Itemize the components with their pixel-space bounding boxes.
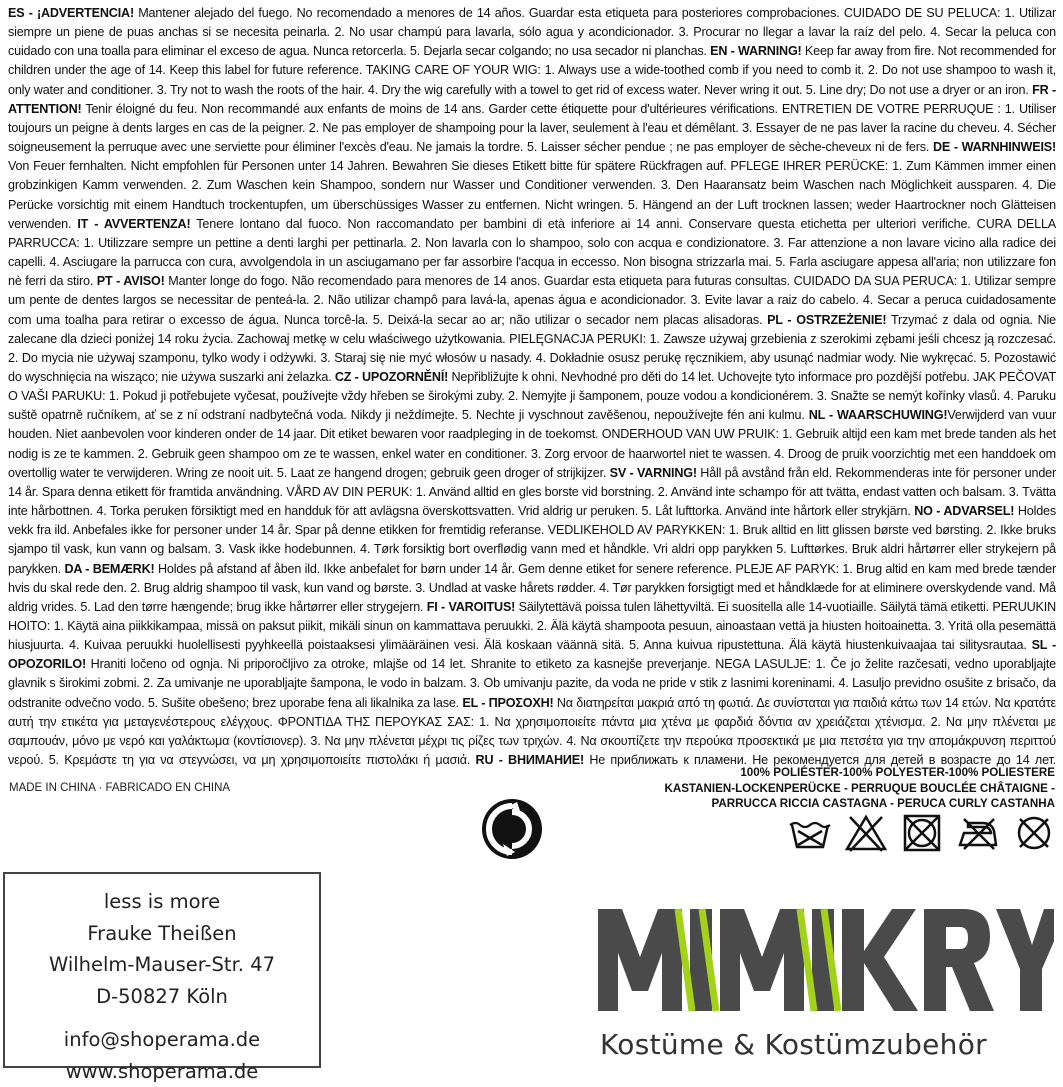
warning-text: Säilytettävä poissa tulen lähettyviltä. Ei suositella alle 14-vuotiaille. Säilytä tämä etiketti. PERUUKIN HOITO: 1. Käytä aina piikkikampaa, missä on paksut piikit, mikäli sinun on kammattava peruukki. 2. Älä käytä shampoota pesuun, ainoastaan vettä ja hiusten hoitoainetta. 3. Yritä olla pesemättä hiusjuurta. 4. Kuivaa peruukki huolellisesti pyyhkeellä poistaaksesi ylimääräinen vesi. Älä koskaan väännä sitä. 5. Anna kuivua ripustettuna. Älä käytä hiustenkuivaajaa tai silitysrautaa. — [8, 600, 1056, 652]
material-line: PARRUCCA RICCIA CASTAGNA - PERUCA CURLY CASTANHA — [664, 796, 1055, 812]
warning-text: Holdes vekk fra ild. Anbefales ikke for personer under 14 år. Spar på denne etikken for fremtidig referanse. VEDLIKEHOLD AV PARYKKEN: 1. Bruk alltid en litt glissen børste ved børsting. 2. Ikke bruks sjampo til vask, kun vann og balsam. 3. Vask ikke hodebunnen. 4. Tørk forsiktig bort overflødig vann med et håndkle. Vri aldri opp parykken 5. Lufttørkes. Bruk aldri hårtørrer eller strykejern på parykken. — [8, 504, 1056, 575]
city-address: D-50827 Köln — [5, 981, 319, 1013]
company-name: Frauke Theißen — [5, 918, 319, 950]
warning-language-label: SV - VARNING! — [610, 466, 697, 480]
warning-text-block — [8, 4, 1056, 770]
warning-language-label: PT - AVISO! — [97, 274, 165, 288]
warning-language-label: DE - WARNHINWEIS! — [933, 140, 1056, 154]
no-tumble-dry-icon — [900, 813, 944, 853]
warning-text: Von Feuer fernhalten. Nicht empfohlen für Personen unter 14 Jahren. Bewahren Sie dieses Etikett bitte für spätere Rückfragen auf. PFLEGE IHRER PERÜCKE: 1. Zum Kämmen immer einen grobzinkigen Kamm verwenden. 2. Zum Waschen kein Shampoo, sondern nur Wasser und Conditioner verwenden. 3. Den Haaransatz beim Waschen nach Möglichkeit aussparen. 4. Die Perücke vorsichtig mit einem Handtuch trockentupfen, um überschüssiges Wasser zu entfernen. Nicht wringen. 5. Hängend an der Luft trocknen lassen; weder Haartrockner noch Glätteisen verwenden. — [8, 159, 1056, 230]
care-symbols — [788, 813, 1056, 855]
warning-text: Keep far away from fire. Not recommended for children under the age of 14. Keep this label for future reference. TAKING CARE OF YOUR WIG: 1. Always use a wide-toothed comb if you need to comb it. 2. Do not use shampoo to wash it, only water and conditioner. 3. Try not to wash the roots of the hair. 4. Dry the wig carefully with a towel to get rid of excess water. Never wring it out. 5. Line dry; Do not use a dryer or an iron. — [8, 44, 1056, 96]
warning-text: Не приближать к пламени. Не рекомендуется для детей в возрасте до 14 лет. — [8, 753, 1056, 770]
warning-language-label: EN - WARNING! — [710, 44, 801, 58]
warning-language-label: PL - OSTRZEŻENIE! — [767, 313, 886, 327]
no-dry-clean-icon — [1012, 813, 1056, 853]
material-line: 100% POLIÉSTER-100% POLYESTER-100% POLIESTERE — [664, 765, 1055, 781]
warning-language-label: RU - ВНИМАНИЕ! — [476, 753, 584, 767]
warning-language-label: EL - ΠΡΟΣΟΧΗ! — [462, 696, 553, 710]
address-box — [3, 872, 321, 1068]
warning-language-label: SL - OPOZORILO! — [8, 638, 1056, 671]
warning-text: Να διατηρείται μακριά από τη φωτιά. Δε συνίσταται για παιδιά κάτω των 14 ετών. Να κρατάτε αυτή την ετικέτα για μεταγενέστερους ελέγχους. ΦΡΟΝΤΙΔΑ ΤΗΣ ΠΕΡΟΥΚΑΣ ΣΑΣ: 1. Να χρησιμοποιείτε πάντα μια χτένα με φαρδιά δόντια αν χρειάζεται χτένισμα. 2. Να μην πλένεται με σαμπουάν, μόνο με νερό και γαλάκτωμα (κοντίσιονερ). 3. Να μην πλένεται μέχρι τις ρίζες των τριχών. 4. Να σκουπίζετε την περούκα προσεκτικά με μια πετσέτα για την απομάκρυνση περιττού νερού. 5. Κρεμάστε τη για να στεγνώσει, να μη χρησιμοποιείτε πιστολάκι ή μασιά. — [8, 696, 1056, 767]
warning-text: Hraniti ločeno od ognja. Ni priporočljivo za otroke, mlajše od 14 let. Shranite to etiketo za kasnejše preverjanje. NEGA LASULJE: 1. Če jo želite razčesati, vedno uporabljajte glavnik s širokimi zobmi. 2. Za umivanje ne uporabljajte šampona, le vodo in balzam. 3. Ob umivanju pazite, da voda ne pride v stik z lasnimi koreninami. 4. Lasuljo previdno osušite z brisačo, da odstranite odvečno vodo. 5. Sušite obešeno; brez uporabe fena ali likalnika za lase. — [8, 657, 1056, 709]
warning-language-label: NL - WAARSCHUWING! — [809, 408, 948, 422]
green-dot-recycle-icon — [481, 798, 543, 860]
warning-text: Tenere lontano dal fuoco. Non raccomandato per bambini di età inferiore ai 14 anni. Conservare questa etichetta per ulteriori verifiche. CURA DELLA PARRUCCA: 1. Utilizzare sempre un pettine a denti larghi per pettinarla. 2. Non lavarla con lo shampoo, solo con acqua e condizionatore. 3. Far attenzione a non lavare vicino alla radice dei capelli. 4. Asciugare la parrucca con cura, avvolgendola in un asciugamano per far assorbire l'acqua in eccesso. Non bisogna strizzarla mai. 5. Farla asciugare appesa all'aria; non utilizzare fon nè ferri da stiro. — [8, 217, 1056, 288]
warning-text: Nepřibližujte k ohni. Nevhodné pro děti do 14 let. Uchovejte tyto informace pro pozdější potřebu. JAK PEČOVAT O VAŠI PARUKU: 1. Pokud ji potřebujete vyčesat, používejte vždy hřeben se širokými zuby. 2. Nemyjte ji šamponem, pouze vodou a kondicionérem. 3. Snažte se nemýt kořínky vlasů. 4. Paruku suště opatrně ručníkem, ať se z ní odstraní nadbytečná voda. Nikdy ji neždímejte. 5. Nechte ji vyschnout zavěšenou, nepoužívejte fén ani kulmu. — [8, 370, 1056, 422]
material-line: KASTANIEN-LOCKENPERÜCKE - PERRUQUE BOUCLÉE CHÂTAIGNE - — [664, 781, 1055, 797]
warning-language-label: IT - AVVERTENZA! — [77, 217, 190, 231]
warning-language-label: ES - ¡ADVERTENCIA! — [8, 6, 134, 20]
mimikry-logo — [594, 905, 1054, 1015]
warning-text: Manter longe do fogo. Não recomendado para menores de 14 anos. Guardar esta etiqueta para futuras consultas. CUIDADO DA SUA PERUCA: 1. Utilizar sempre um pente de dentes largos se necessitar de penteá-la. 2. Não utilizar champô para lavá-la, apenas água e acondicionador. 3. Evite lavar a raiz do cabelo. 4. Secar a peruca cuidadosamente com uma toalha para retirar o excesso de água. Nunca torcê-la. 5. Deixá-la secar ao ar; não utilizar o secador nem placas alisadoras. — [8, 274, 1056, 326]
hand-wash-icon — [788, 813, 832, 853]
made-in-label: MADE IN CHINA · FABRICADO EN CHINA — [9, 782, 230, 794]
warning-text: Tenir éloigné du feu. Non recommandé aux enfants de moins de 14 ans. Garder cette étiquette pour d'ultérieures vérifications. ENTRETIEN DE VOTRE PERRUQUE : 1. Utiliser toujours un peigne à dents larges en cas de la peigner. 2. Ne pas employer de shampoing pour la laver, seulement à l'eau et démêlant. 3. Essayer de ne pas laver la racine du cheveu. 4. Sécher soigneusement la perruque avec une serviette pour éliminer l'excès d'eau. Ne jamais la tordre. 5. Laisser sécher pendue ; ne pas employer de sèche-cheveux ni de fers. — [8, 102, 1056, 154]
warning-language-label: NO - ADVARSEL! — [914, 504, 1014, 518]
no-iron-icon — [956, 813, 1000, 853]
website-address: www.shoperama.de — [5, 1056, 319, 1087]
brand-tagline: Kostüme & Kostümzubehör — [600, 1028, 987, 1061]
warning-text: Mantener alejado del fuego. No recomendado a menores de 14 años. Guardar esta etiqueta para posteriores comprobaciones. CUIDADO DE SU PELUCA: 1. Utilizar siempre un piene de puas anchas si se necesita peinarla. 2. No usar champú para lavarla, sólo agua y acondicionador. 3. Procurar no llegar a lavar la raíz del pelo. 4. Secar la peluca con cuidado con una toalla para eliminar el exceso de agua. Nunca retorcerla. 5. Dejarla secar colgando; no usa secador ni planchas. — [8, 6, 1056, 58]
warning-text: Trzymać z dala od ognia. Nie zalecane dla dzieci poniżej 14 roku życia. Zachowaj metkę w celu właściwego użytkowania. PIELĘGNACJA PERUKI: 1. Zawsze używaj grzebienia z szerokimi zębami jeśli chcesz ją rozczesać. 2. Do mycia nie używaj szamponu, tylko wody i odżywki. 3. Staraj się nie myć włosów u nasady. 4. Dokładnie osusz perukę ręcznikiem, aby usunąć nadmiar wody. Nie wykręcać. 5. Pozostawić do wyschnięcia na wisząco; nie używa suszarki ani żelazka. — [8, 313, 1056, 384]
company-slogan: less is more — [5, 886, 319, 918]
warning-language-label: CZ - UPOZORNĚNÍ! — [335, 370, 448, 384]
material-info — [664, 765, 1055, 812]
warning-text: Verwijderd van vuur houden. Niet aanbevolen voor kinderen onder de 14 jaar. Dit etiket bewaren voor raadpleging in de toekomst. ONDERHOUD VAN UW PRUIK: 1. Gebruik altijd een kam met brede tanden als het nodig is ze te kammen. 2. Gebruik geen shampoo om ze te wassen, enkel water en conditioner. 3. Zorg ervoor de haarwortel niet te wassen. 4. Droog de pruik voorzichtig met een handdoek om overtollig water te verwijderen. Wring ze nooit uit. 5. Laat ze hangend drogen; gebruik geen droger of strijkijzer. — [8, 408, 1056, 479]
email-address: info@shoperama.de — [5, 1024, 319, 1056]
warning-text: Håll på avstånd från eld. Rekommenderas inte för personer under 14 år. Spara denna etikett för framtida användning. VÅRD AV DIN PERUK: 1. Använd alltid en gles borste vid borstning. 2. Använd inte schampo för att tvätta, endast vatten och balsam. 3. Tvätta inte hårbottnen. 4. Torka peruken försiktigt med en handduk för att avlägsna överskottsvatten. Vrid aldrig ur peruken. 5. Låt lufttorka. Använd inte hårtork eller strykjärn. — [8, 466, 1056, 518]
street-address: Wilhelm-Mauser-Str. 47 — [5, 949, 319, 981]
warning-language-label: FR - ATTENTION! — [8, 83, 1056, 116]
warning-language-label: FI - VAROITUS! — [427, 600, 515, 614]
warning-language-label: DA - BEMÆRK! — [64, 562, 154, 576]
no-bleach-icon — [844, 813, 888, 853]
warning-text: Holdes på afstand af åben ild. Ikke anbefalet for børn under 14 år. Gem denne etiket for senere reference. PLEJE AF PARYK: 1. Brug altid en kam med brede tænder hvis du skal rede den. 2. Brug aldrig shampoo til vask, kun vand og børste. 3. Undlad at vaske hårets rødder. 4. Tør parykken forsigtigt med et håndklæde for at eliminere overskydende vand. Må aldrig vrides. 5. Lad den tørre hængende; brug ikke hårtørrer eller strygejern. — [8, 562, 1056, 614]
